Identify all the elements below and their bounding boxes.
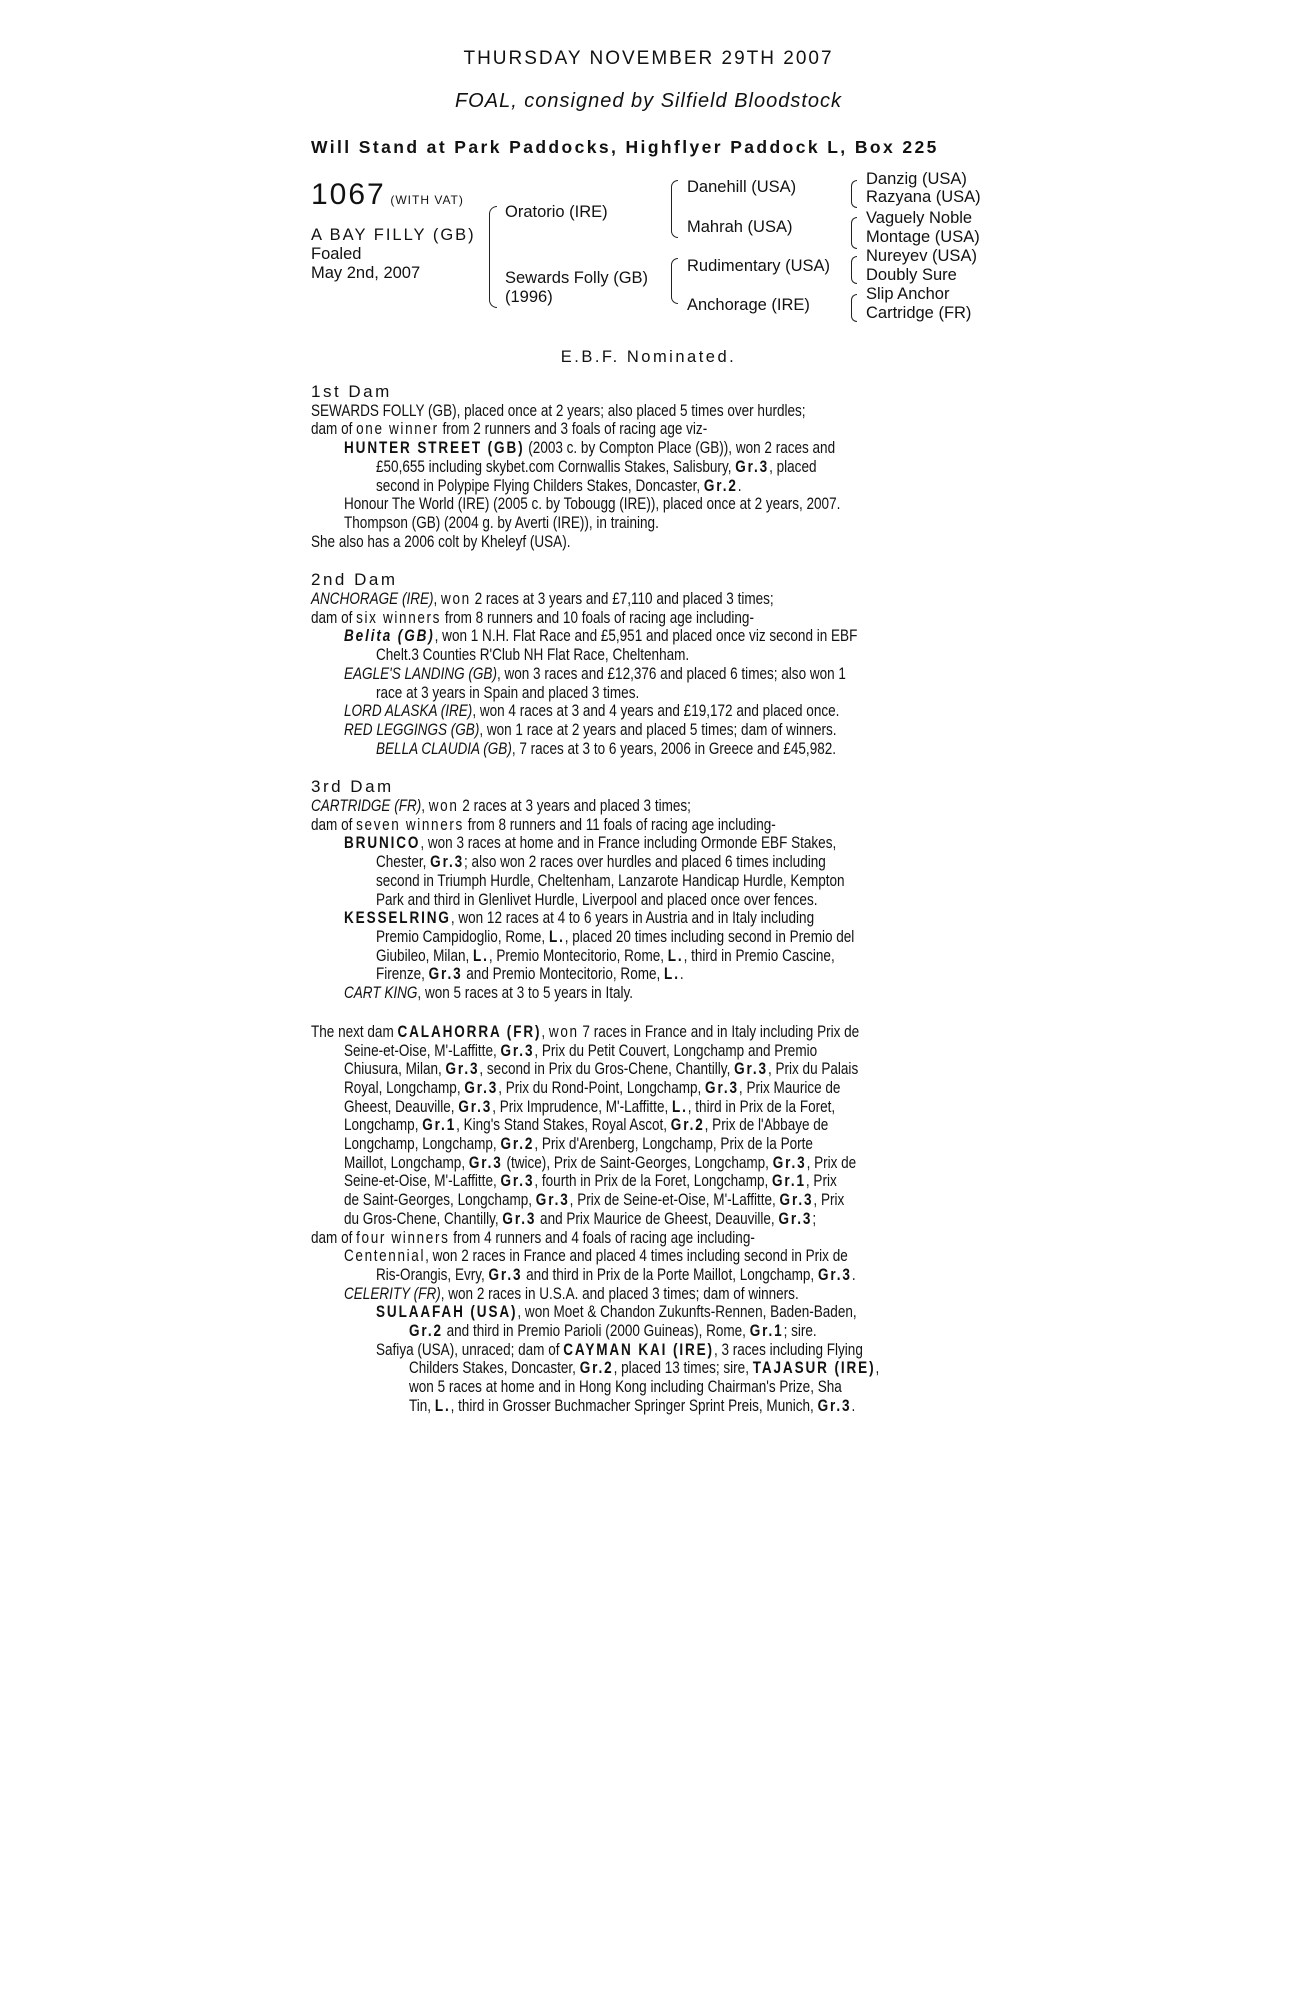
consignor-line: FOAL, consigned by Silfield Bloodstock — [454, 90, 843, 112]
record-line — [311, 1154, 986, 1173]
ggp-2: Razyana (USA) — [866, 188, 981, 206]
dam: Sewards Folly (GB) — [505, 269, 649, 287]
text-run: , won 5 races at 3 to 5 years in Italy. — [417, 984, 634, 1003]
text-run: won 5 races at home and in Hong Kong including Chairman's Prize, Sha — [409, 1378, 842, 1397]
ggp-5: Nureyev (USA) — [866, 247, 977, 265]
first-dam-section — [311, 383, 986, 551]
text-run: , Prix du Petit Couvert, Longchamp and Premio — [534, 1041, 818, 1060]
record-line — [311, 1172, 986, 1191]
record-line — [311, 816, 986, 835]
text-run: , won 1 N.H. Flat Race and £5,951 and placed once viz second in EBF — [434, 627, 858, 646]
record-line — [311, 928, 986, 947]
ggp-6: Doubly Sure — [866, 266, 957, 284]
text-run: Giubileo, Milan, — [376, 946, 474, 965]
text-run: Gr.3 — [468, 1153, 503, 1172]
text-run: , won 1 race at 2 years and placed 5 times; dam of winners. — [479, 720, 837, 739]
text-run: second in Triumph Hurdle, Cheltenham, Lanzarote Handicap Hurdle, Kempton — [376, 871, 845, 890]
text-run: Longchamp, — [344, 1116, 423, 1135]
record-line — [311, 721, 986, 740]
record-line — [311, 1023, 986, 1042]
sire-dam: Mahrah (USA) — [687, 218, 793, 236]
text-run: Gr.3 — [778, 1209, 813, 1228]
text-run: , Prix — [813, 1191, 845, 1210]
text-run: , fourth in Prix de la Foret, Longchamp, — [534, 1172, 773, 1191]
sire-sire: Danehill (USA) — [687, 178, 797, 196]
text-run: Gr.3 — [488, 1265, 523, 1284]
pedigree-brace — [851, 294, 857, 322]
text-run: , 3 races including Flying — [713, 1340, 863, 1359]
foaled-date: May 2nd, 2007 — [311, 264, 421, 282]
text-run: dam of — [311, 420, 357, 439]
text-run: . — [737, 476, 742, 495]
text-run: from 2 runners and 3 foals of racing age viz- — [438, 420, 708, 439]
record-line — [311, 590, 986, 609]
record-line — [311, 909, 986, 928]
text-run: L. — [664, 965, 680, 984]
pedigree-brace — [489, 206, 497, 308]
text-run: , — [433, 590, 442, 609]
section-title: 3rd Dam — [311, 777, 394, 797]
record-line — [311, 1229, 986, 1248]
text-run: SEWARDS FOLLY (GB), placed once at 2 years; also placed 5 times over hurdles; — [311, 401, 806, 420]
text-run: , won 3 races at home and in France including Ormonde EBF Stakes, — [420, 834, 837, 853]
text-run: Gr.3 — [428, 965, 463, 984]
record-line — [311, 1042, 986, 1061]
text-run: Seine-et-Oise, M'-Laffitte, — [344, 1172, 501, 1191]
text-run: dam of — [311, 608, 357, 627]
record-line — [311, 1285, 986, 1304]
pedigree-brace — [851, 217, 857, 249]
record-line — [311, 627, 986, 646]
text-run: , won 3 races and £12,376 and placed 6 times; also won 1 — [496, 664, 846, 683]
text-run: £50,655 including skybet.com Cornwallis Stakes, Salisbury, — [376, 457, 736, 476]
text-run: Gr.3 — [445, 1060, 480, 1079]
ebf-nominated: E.B.F. Nominated. — [560, 348, 737, 366]
text-run: Gr.1 — [749, 1322, 784, 1341]
text-run: Gr.2 — [703, 476, 738, 495]
text-run: , Prix — [805, 1172, 837, 1191]
text-run: . — [851, 1265, 856, 1284]
record-line — [311, 1397, 986, 1416]
text-run: du Gros-Chene, Chantilly, — [344, 1209, 503, 1228]
text-run: BELLA CLAUDIA (GB) — [376, 739, 512, 758]
text-run: Seine-et-Oise, M'-Laffitte, — [344, 1041, 501, 1060]
record-line — [311, 740, 986, 759]
text-run: , placed — [769, 457, 817, 476]
stabling-location: Will Stand at Park Paddocks, Highflyer Paddock L, Box 225 — [311, 137, 939, 157]
record-line — [311, 402, 986, 421]
record-line — [311, 1079, 986, 1098]
text-run: ; — [812, 1209, 817, 1228]
text-run: race at 3 years in Spain and placed 3 times. — [376, 683, 640, 702]
ggp-8: Cartridge (FR) — [866, 304, 972, 322]
text-run: The next dam — [311, 1022, 398, 1041]
text-run: from 4 runners and 4 foals of racing age including- — [449, 1228, 755, 1247]
lot-number: 1067 — [311, 178, 386, 211]
text-run: Gr.3 — [430, 853, 465, 872]
text-run: , won Moet & Chandon Zukunfts-Rennen, Baden-Baden, — [517, 1303, 857, 1322]
record-line — [311, 702, 986, 721]
text-run: L. — [473, 946, 489, 965]
text-run: won — [548, 1022, 579, 1041]
text-run: SULAAFAH (USA) — [376, 1303, 518, 1322]
text-run: Firenze, — [376, 965, 429, 984]
record-line — [311, 458, 986, 477]
text-run: Royal, Longchamp, — [344, 1078, 465, 1097]
record-line — [311, 646, 986, 665]
text-run: L. — [434, 1396, 451, 1415]
text-run: Belita (GB) — [344, 627, 435, 646]
foaled-label: Foaled — [311, 245, 362, 263]
record-line — [311, 684, 986, 703]
record-line — [311, 947, 986, 966]
text-run: seven winners — [356, 815, 464, 834]
record-line — [311, 1378, 986, 1397]
text-run: She also has a 2006 colt by Kheleyf (USA). — [311, 532, 571, 551]
text-run: Gr.3 — [772, 1153, 807, 1172]
record-line — [311, 1116, 986, 1135]
text-run: Gr.3 — [502, 1209, 537, 1228]
text-run: (twice), Prix de Saint-Georges, Longchamp, — [502, 1153, 773, 1172]
text-run: , won 2 races in France and placed 4 times including second in Prix de — [425, 1247, 848, 1266]
second-dam-section — [311, 571, 986, 758]
text-run: Gr.3 — [817, 1265, 852, 1284]
text-run: ANCHORAGE (IRE) — [311, 590, 434, 609]
text-run: Gr.2 — [579, 1359, 614, 1378]
section-title: 1st Dam — [311, 382, 392, 401]
text-run: . — [851, 1396, 856, 1415]
text-run: , Prix de Seine-et-Oise, M'-Laffitte, — [569, 1191, 780, 1210]
text-run: de Saint-Georges, Longchamp, — [344, 1191, 536, 1210]
record-line — [311, 1359, 986, 1378]
text-run: , Prix Maurice de — [738, 1078, 841, 1097]
record-line — [311, 984, 986, 1003]
record-line — [311, 495, 986, 514]
text-run: Gr.3 — [464, 1078, 499, 1097]
text-run: Maillot, Longchamp, — [344, 1153, 469, 1172]
pedigree-brace — [851, 180, 857, 208]
text-run: 7 races in France and in Italy including Prix de — [578, 1022, 860, 1041]
record-line — [311, 1247, 986, 1266]
text-run: Chester, — [376, 853, 431, 872]
text-run: Gr.3 — [705, 1078, 739, 1097]
text-run: TAJASUR (IRE) — [752, 1359, 876, 1378]
text-run: Gr.1 — [422, 1116, 457, 1135]
text-run: , third in Prix de la Foret, — [687, 1097, 836, 1116]
text-run: and Prix Maurice de Gheest, Deauville, — [536, 1209, 779, 1228]
record-line — [311, 1322, 986, 1341]
record-line — [311, 1303, 986, 1322]
text-run: one winner — [356, 420, 439, 439]
text-run: , won 2 races in U.S.A. and placed 3 times; dam of winners. — [440, 1284, 799, 1303]
text-run: four winners — [356, 1228, 450, 1247]
text-run: won — [441, 590, 471, 609]
catalogue-page — [311, 44, 986, 1416]
text-run: , Prix du Rond-Point, Longchamp, — [498, 1078, 706, 1097]
text-run: , second in Prix du Gros-Chene, Chantilly, — [479, 1060, 735, 1079]
text-run: EAGLE'S LANDING (GB) — [344, 664, 497, 683]
text-run: , — [875, 1359, 880, 1378]
text-run: , King's Stand Stakes, Royal Ascot, — [456, 1116, 671, 1135]
text-run: Gr.3 — [535, 1191, 570, 1210]
text-run: , Prix d'Arenberg, Longchamp, Prix de la Porte — [534, 1135, 813, 1154]
text-run: Gr.3 — [817, 1396, 852, 1415]
section-spacer — [311, 1003, 986, 1023]
record-line — [311, 1098, 986, 1117]
text-run: Tin, — [409, 1396, 435, 1415]
text-run: , placed 20 times including second in Premio del — [564, 927, 855, 946]
text-run: from 8 runners and 10 foals of racing age including- — [441, 608, 754, 627]
text-run: Longchamp, Longchamp, — [344, 1135, 501, 1154]
next-dam-section — [311, 1003, 986, 1416]
text-run: Centennial — [344, 1247, 426, 1266]
text-run: Gr.2 — [670, 1116, 705, 1135]
text-run: , Prix de — [806, 1153, 857, 1172]
text-run: , Prix de l'Abbaye de — [704, 1116, 829, 1135]
text-run: , — [421, 797, 429, 816]
record-line — [311, 834, 986, 853]
text-run: Premio Campidoglio, Rome, — [376, 927, 549, 946]
text-run: dam of — [311, 1228, 357, 1247]
text-run: 2 races at 3 years and £7,110 and placed 3 times; — [470, 590, 774, 609]
text-run: Gr.3 — [458, 1097, 493, 1116]
text-run: and Premio Montecitorio, Rome, — [462, 965, 665, 984]
lot-number-block — [311, 178, 464, 212]
text-run: Gr.2 — [409, 1322, 443, 1341]
record-line — [311, 891, 986, 910]
text-run: 2 races at 3 years and placed 3 times; — [458, 797, 691, 816]
vat-note: (WITH VAT) — [390, 193, 464, 207]
text-run: Honour The World (IRE) (2005 c. by Tobougg (IRE)), placed once at 2 years, 2007. — [344, 495, 841, 514]
record-line — [311, 1210, 986, 1229]
lot-description: A BAY FILLY (GB) — [311, 226, 476, 244]
pedigree-brace — [671, 258, 678, 304]
text-run: . — [679, 965, 684, 984]
text-run: Safiya (USA), unraced; dam of — [376, 1340, 564, 1359]
text-run: L. — [667, 946, 684, 965]
text-run: HUNTER STREET (GB) — [344, 439, 525, 458]
sale-date: THURSDAY NOVEMBER 29TH 2007 — [463, 48, 834, 69]
text-run: Childers Stakes, Doncaster, — [409, 1359, 580, 1378]
text-run: Gr.3 — [500, 1041, 535, 1060]
text-run: Park and third in Glenlivet Hurdle, Liverpool and placed once over fences. — [376, 890, 818, 909]
text-run: CART KING — [344, 984, 418, 1003]
dam-dam: Anchorage (IRE) — [687, 296, 810, 314]
text-run: , won 12 races at 4 to 6 years in Austria and in Italy including — [450, 909, 815, 928]
ggp-7: Slip Anchor — [866, 285, 950, 303]
text-run: (2003 c. by Compton Place (GB)), won 2 races and — [524, 439, 836, 458]
dam-year: (1996) — [505, 288, 553, 306]
record-line — [311, 872, 986, 891]
text-run: ; sire. — [783, 1322, 817, 1341]
text-run: , — [541, 1022, 549, 1041]
text-run: , Prix Imprudence, M'-Laffitte, — [492, 1097, 672, 1116]
text-run: Thompson (GB) (2004 g. by Averti (IRE)), in training. — [344, 513, 659, 532]
record-line — [311, 477, 986, 496]
text-run: , won 4 races at 3 and 4 years and £19,172 and placed once. — [472, 702, 840, 721]
sire: Oratorio (IRE) — [505, 203, 608, 221]
record-line — [311, 1191, 986, 1210]
text-run: CAYMAN KAI (IRE) — [563, 1340, 714, 1359]
text-run: LORD ALASKA (IRE) — [344, 702, 473, 721]
text-run: six winners — [356, 608, 442, 627]
text-run: second in Polypipe Flying Childers Stakes, Doncaster, — [376, 476, 704, 495]
record-line — [311, 1135, 986, 1154]
text-run: from 8 runners and 11 foals of racing age including- — [463, 815, 776, 834]
record-line — [311, 609, 986, 628]
text-run: Gr.2 — [500, 1135, 535, 1154]
text-run: L. — [548, 927, 565, 946]
text-run: Gr.3 — [500, 1172, 535, 1191]
text-run: Gr.3 — [735, 457, 770, 476]
record-line — [311, 665, 986, 684]
text-run: KESSELRING — [344, 909, 451, 928]
text-run: CELERITY (FR) — [344, 1284, 441, 1303]
text-run: Chelt.3 Counties R'Club NH Flat Race, Cheltenham. — [376, 646, 690, 665]
text-run: , third in Grosser Buchmacher Springer Sprint Preis, Munich, — [450, 1396, 818, 1415]
record-line — [311, 1341, 986, 1360]
text-run: ; also won 2 races over hurdles and placed 6 times including — [464, 853, 826, 872]
record-line — [311, 514, 986, 533]
text-run: CALAHORRA (FR) — [397, 1022, 542, 1041]
record-line — [311, 853, 986, 872]
section-title: 2nd Dam — [311, 570, 398, 590]
record-line — [311, 1266, 986, 1285]
text-run: and third in Prix de la Porte Maillot, Longchamp, — [522, 1265, 818, 1284]
record-line — [311, 1060, 986, 1079]
text-run: , Prix du Palais — [767, 1060, 859, 1079]
produce-record — [311, 383, 986, 1416]
third-dam-section — [311, 778, 986, 1002]
text-run: Gr.3 — [779, 1191, 814, 1210]
text-run: , placed 13 times; sire, — [613, 1359, 753, 1378]
text-run: , 7 races at 3 to 6 years, 2006 in Greece and £45,982. — [511, 739, 837, 758]
record-line — [311, 533, 986, 552]
text-run: and third in Premio Parioli (2000 Guineas), Rome, — [442, 1322, 750, 1341]
text-run: Gr.1 — [772, 1172, 806, 1191]
record-line — [311, 965, 986, 984]
ggp-3: Vaguely Noble — [866, 209, 973, 227]
text-run: RED LEGGINGS (GB) — [344, 720, 480, 739]
text-run: L. — [671, 1097, 688, 1116]
text-run: CARTRIDGE (FR) — [311, 797, 422, 816]
text-run: Gr.3 — [734, 1060, 768, 1079]
text-run: , Premio Montecitorio, Rome, — [488, 946, 668, 965]
ggp-4: Montage (USA) — [866, 228, 980, 246]
dam-sire: Rudimentary (USA) — [687, 257, 831, 275]
pedigree-table — [311, 170, 986, 356]
ggp-1: Danzig (USA) — [866, 170, 967, 188]
text-run: BRUNICO — [344, 834, 421, 853]
text-run: Ris-Orangis, Evry, — [376, 1265, 489, 1284]
text-run: dam of — [311, 815, 357, 834]
record-line — [311, 797, 986, 816]
text-run: Gheest, Deauville, — [344, 1097, 459, 1116]
pedigree-brace — [671, 180, 678, 238]
record-line — [311, 439, 986, 458]
text-run: won — [428, 797, 459, 816]
text-run: , third in Premio Cascine, — [683, 946, 835, 965]
pedigree-brace — [851, 256, 857, 284]
text-run: Chiusura, Milan, — [344, 1060, 446, 1079]
record-line — [311, 420, 986, 439]
